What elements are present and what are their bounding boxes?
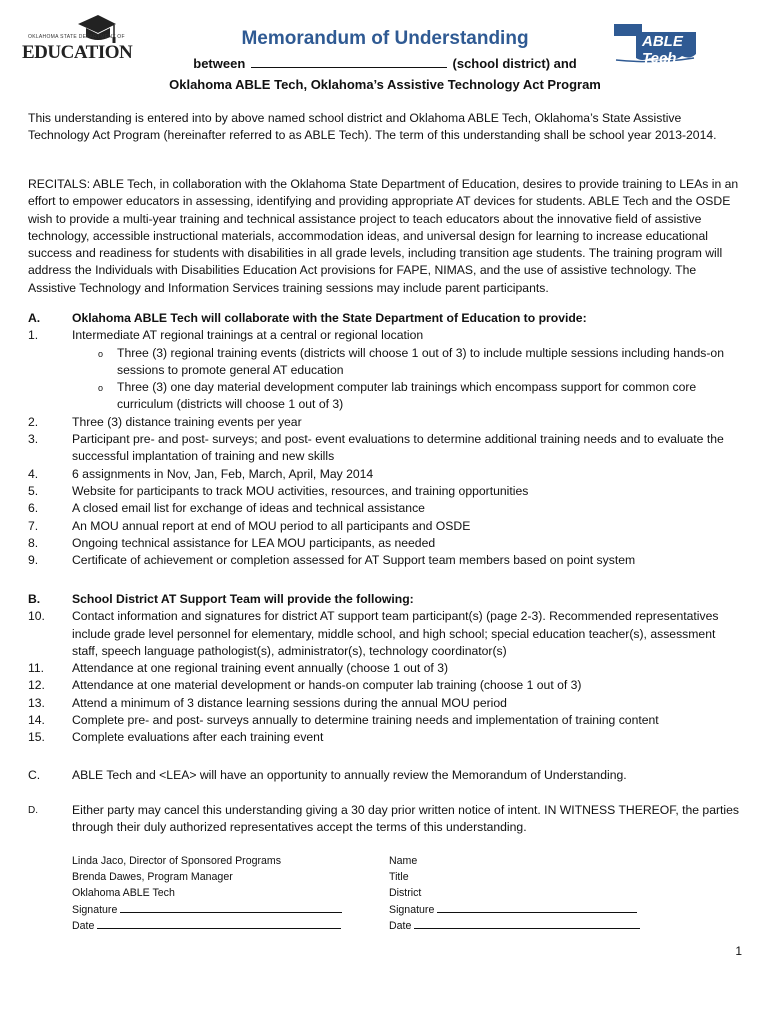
list-item — [28, 535, 744, 552]
list-item-text: Contact information and signatures for district AT support team participant(s) (page 2-3). Recommended representatives include grade level personnel for elementary, middle school, and high school; special education teacher(s), assessment staff, speech language pathologist(s), administrator(s), technology coordinator(s) — [72, 609, 719, 658]
list-item-number: 13. — [28, 695, 45, 710]
list-item-number: 2. — [28, 414, 39, 429]
signature-label: Signature — [389, 903, 435, 916]
between-suffix: (school district) and — [452, 56, 577, 71]
section-c-letter: C. — [28, 768, 41, 782]
list-item-text: A closed email list for exchange of ideas and technical assistance — [72, 501, 425, 516]
list-item-number: 3. — [28, 432, 39, 447]
list-item-text: Attendance at one regional training event annually (choose 1 out of 3) — [72, 661, 449, 676]
signature-line-left[interactable] — [120, 902, 342, 913]
signature-block-left — [72, 853, 362, 934]
name-label: Name — [389, 855, 418, 867]
signatory-1: Linda Jaco, Director of Sponsored Programs — [72, 855, 282, 867]
list-item-text: An MOU annual report at end of MOU period to all participants and OSDE — [72, 518, 471, 533]
signatory-org: Oklahoma ABLE Tech — [72, 887, 175, 900]
list-item-text: Participant pre- and post- surveys; and post- event evaluations to determine additional training needs and to evaluate the successful implantation of training and new skills — [72, 432, 724, 464]
list-item — [28, 466, 744, 483]
bullet-icon: o — [98, 383, 104, 394]
date-label: Date — [389, 919, 412, 932]
sub-list-item-text: Three (3) one day material development computer lab trainings which encompass support for common core curriculum (districts will choose 1 out of 3) — [117, 380, 697, 412]
recitals-paragraph: RECITALS: ABLE Tech, in collaboration with the Oklahoma State Department of Education, desires to provide training to LEAs in an effort to empower educators in assessing, identifying and providing appropriate AT devices for students. ABLE Tech and the OSDE wish to provide a multi-year training and technical assistance project to teach educators about the innovative field of assistive technology, accessible instructional materials, accommodation ideas, and universal design for learning to increase educational success and readiness for students with disabilities in all grade levels, including transition age students. The training program will address the Individuals with Disabilities Education Act provisions for FAPE, NIMAS, and the use of assistive technology. The Assistive Technology and Information Services training sessions may include parent participants. — [28, 177, 739, 295]
signature-block-right — [389, 853, 659, 934]
sub-list-item-text: Three (3) regional training events (districts will choose 1 out of 3) to include multiple sessions including hands-on sessions to promote general AT education — [117, 345, 724, 377]
signature-line-right[interactable] — [437, 902, 637, 913]
list-item — [28, 695, 744, 712]
sub-list-item — [28, 345, 744, 380]
section-a-letter: A. — [28, 311, 41, 325]
section-d-letter: D. — [28, 805, 38, 816]
list-item-text: Attend a minimum of 3 distance learning sessions during the annual MOU period — [72, 695, 507, 710]
bullet-icon: o — [98, 348, 104, 359]
list-item-number: 12. — [28, 678, 45, 693]
section-a-title: Oklahoma ABLE Tech will collaborate with the State Department of Education to provide: — [72, 311, 587, 325]
list-item-text: Complete evaluations after each training event — [72, 730, 324, 745]
list-item-text: Ongoing technical assistance for LEA MOU participants, as needed — [72, 535, 436, 550]
document-subtitle: Oklahoma ABLE Tech, Oklahoma’s Assistive Technology Act Program — [169, 77, 601, 92]
section-d-text: Either party may cancel this understanding giving a 30 day prior written notice of intent. IN WITNESS THEREOF, the parties through their duly authorized representatives accept the terms of this understanding. — [72, 803, 740, 835]
district-label: District — [389, 887, 422, 900]
osde-logo-arc-text: OKLAHOMA STATE DEPARTMENT OF — [28, 34, 125, 40]
list-item-number: 8. — [28, 535, 39, 550]
signature-field-left — [72, 902, 362, 918]
list-item — [28, 327, 744, 344]
list-item — [28, 414, 744, 431]
between-line — [0, 56, 770, 71]
intro-paragraph: This understanding is entered into by above named school district and Oklahoma ABLE Tech, Oklahoma’s State Assistive Technology Act Program (hereinafter referred to as ABLE Tech). The term of this understanding shall be school year 2013-2014. — [28, 111, 717, 143]
osde-logo-text: EDUCATION — [22, 42, 133, 63]
list-item-text: 6 assignments in Nov, Jan, Feb, March, April, May 2014 — [72, 466, 374, 481]
list-item — [28, 660, 744, 677]
list-item-number: 7. — [28, 518, 39, 533]
list-item — [28, 608, 744, 660]
section-d-item — [28, 802, 744, 837]
date-line-left[interactable] — [97, 918, 341, 929]
section-a — [28, 310, 744, 569]
section-b-letter: B. — [28, 592, 41, 606]
title-label: Title — [389, 871, 409, 884]
list-item-text: Website for participants to track MOU activities, resources, and training opportunities — [72, 483, 529, 498]
section-b — [28, 591, 744, 747]
list-item-number: 5. — [28, 483, 39, 498]
list-item-text: Intermediate AT regional trainings at a central or regional location — [72, 328, 424, 343]
section-c-item — [28, 767, 744, 784]
between-prefix: between — [193, 56, 246, 71]
section-b-title: School District AT Support Team will provide the following: — [72, 592, 414, 606]
list-item — [28, 483, 744, 500]
list-item — [28, 431, 744, 466]
list-item-text: Complete pre- and post- surveys annually to determine training needs and implementation of training content — [72, 713, 659, 728]
section-d — [28, 802, 744, 837]
list-item-text: Certificate of achievement or completion assessed for AT Support team members based on point system — [72, 553, 636, 568]
list-item — [28, 712, 744, 729]
date-label: Date — [72, 919, 95, 932]
list-item-number: 4. — [28, 466, 39, 481]
sub-list-item — [28, 379, 744, 414]
list-item-number: 15. — [28, 730, 45, 745]
signature-field-right — [389, 902, 659, 918]
list-item-text: Attendance at one material development or hands-on computer lab training (choose 1 out of 3) — [72, 678, 582, 693]
able-tech-logo-text: ABLE Tech — [642, 33, 683, 67]
date-field-left — [72, 918, 362, 934]
list-item-number: 6. — [28, 501, 39, 516]
signatory-2: Brenda Dawes, Program Manager — [72, 871, 233, 884]
section-c — [28, 767, 744, 784]
list-item-text: Three (3) distance training events per year — [72, 414, 302, 429]
list-item-number: 11. — [28, 661, 45, 676]
section-a-heading — [28, 310, 744, 327]
date-field-right — [389, 918, 659, 934]
list-item — [28, 518, 744, 535]
signature-label: Signature — [72, 903, 118, 916]
list-item — [28, 500, 744, 517]
list-item-number: 9. — [28, 553, 39, 568]
list-item — [28, 677, 744, 694]
school-district-blank[interactable] — [251, 56, 447, 68]
list-item-number: 14. — [28, 713, 45, 728]
list-item — [28, 729, 744, 746]
page-number: 1 — [735, 944, 742, 958]
section-c-text: ABLE Tech and <LEA> will have an opportunity to annually review the Memorandum of Understanding. — [72, 768, 627, 782]
document-title: Memorandum of Understanding — [241, 28, 529, 49]
list-item-number: 1. — [28, 328, 39, 343]
date-line-right[interactable] — [414, 918, 640, 929]
section-b-heading — [28, 591, 744, 608]
list-item — [28, 552, 744, 569]
list-item-number: 10. — [28, 609, 45, 624]
